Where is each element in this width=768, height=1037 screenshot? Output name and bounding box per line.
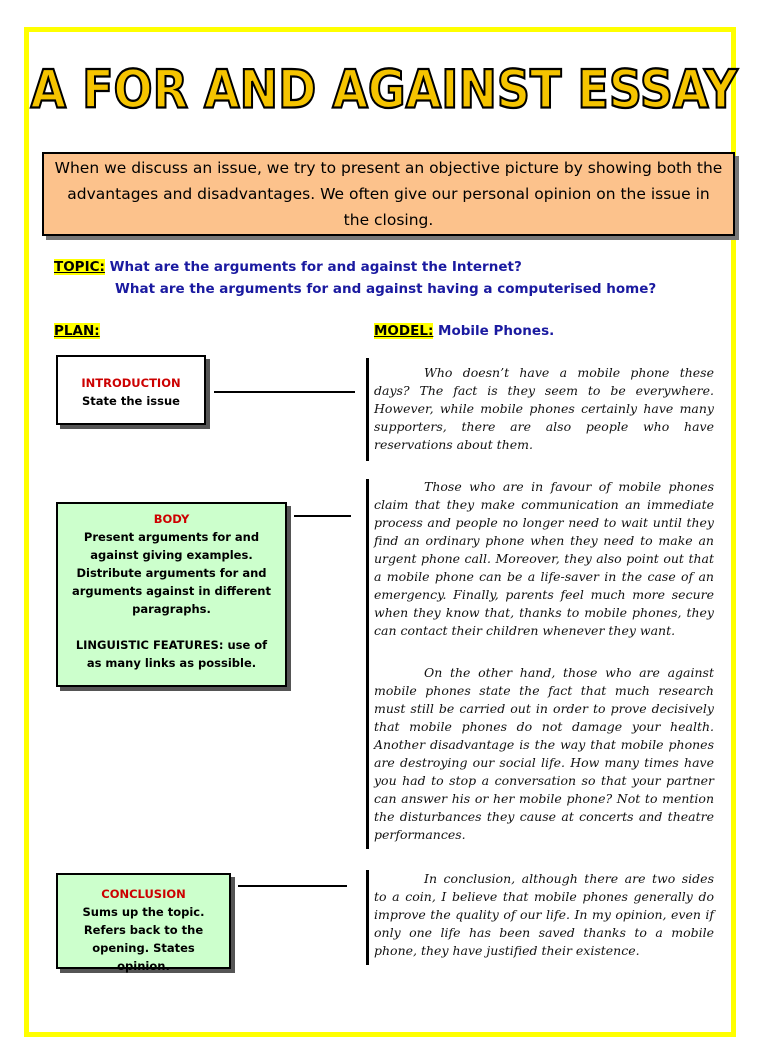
model-label: MODEL:: [374, 323, 434, 339]
body-box: [56, 502, 287, 687]
conclusion-bracket: [366, 870, 369, 965]
paragraph-text: On the other hand, those who are against mobile phones state the fact that much research must still be carried out in order to prove decisively that mobile phones do not damage your health. Another disadvantage is the way that mobile phones are destroying our social life. How many times have you had to stop a conversation so that your partner can answer his or her mobile phone? Not to mention the disturbances they cause at concerts and theatre performances.: [374, 665, 714, 842]
essay-paragraph-for: [374, 478, 714, 640]
body-text: Present arguments for and against giving examples. Distribute arguments for and arguments against in different paragraphs.: [72, 530, 271, 616]
topic-question-1: What are the arguments for and against the Internet?: [109, 259, 522, 275]
introduction-title: INTRODUCTION: [81, 376, 181, 390]
body-features: LINGUISTIC FEATURES: use of as many links as possible.: [75, 638, 268, 670]
paragraph-text: Those who are in favour of mobile phones claim that they make communication an immediate process and people no longer need to wait until they find an ordinary phone when they need to make an urgent phone call. Moreover, they also point out that a mobile phone can be a life-saver in the case of an emergency. Finally, parents feel much more secure when they know that, thanks to mobile phones, they can contact their children whenever they want.: [374, 479, 714, 638]
conclusion-connector: [238, 885, 347, 887]
plan-heading: [54, 323, 100, 339]
paragraph-text: In conclusion, although there are two sides to a coin, I believe that mobile phones generally do improve the quality of our life. In my opinion, even if only one life has been saved thanks to a mobile phone, they have justified their existence.: [374, 871, 714, 958]
introduction-connector: [214, 391, 355, 393]
paragraph-text: Who doesn’t have a mobile phone these days? The fact is they seem to be everywhere. However, while mobile phones certainly have many supporters, there are also people who have reservations about them.: [374, 365, 714, 452]
topic-label: TOPIC:: [54, 259, 105, 275]
body-title: BODY: [153, 512, 190, 526]
essay-paragraph-against: [374, 664, 714, 844]
intro-text: When we discuss an issue, we try to present an objective picture by showing both the advantages and disadvantages. We often give our personal opinion on the issue in the closing.: [54, 159, 723, 229]
conclusion-text: Sums up the topic. Refers back to the opening. States opinion.: [82, 905, 205, 973]
body-connector: [294, 515, 351, 517]
plan-label: PLAN:: [54, 323, 100, 339]
essay-paragraph-intro: [374, 364, 714, 454]
topic-line-1: [54, 259, 522, 275]
topic-line-2: [115, 281, 656, 297]
introduction-box: [56, 355, 206, 425]
conclusion-box: [56, 873, 231, 973]
model-subject: Mobile Phones.: [438, 323, 555, 339]
model-heading: [374, 323, 554, 339]
topic-question-2: What are the arguments for and against having a computerised home?: [115, 281, 657, 297]
intro-box: [42, 152, 735, 236]
conclusion-title: CONCLUSION: [101, 887, 186, 901]
page-title: A FOR AND AGAINST ESSAY: [30, 57, 738, 121]
body-bracket: [366, 479, 369, 849]
introduction-bracket: [366, 358, 369, 461]
essay-paragraph-conclusion: [374, 870, 714, 960]
introduction-text: State the issue: [82, 394, 180, 408]
